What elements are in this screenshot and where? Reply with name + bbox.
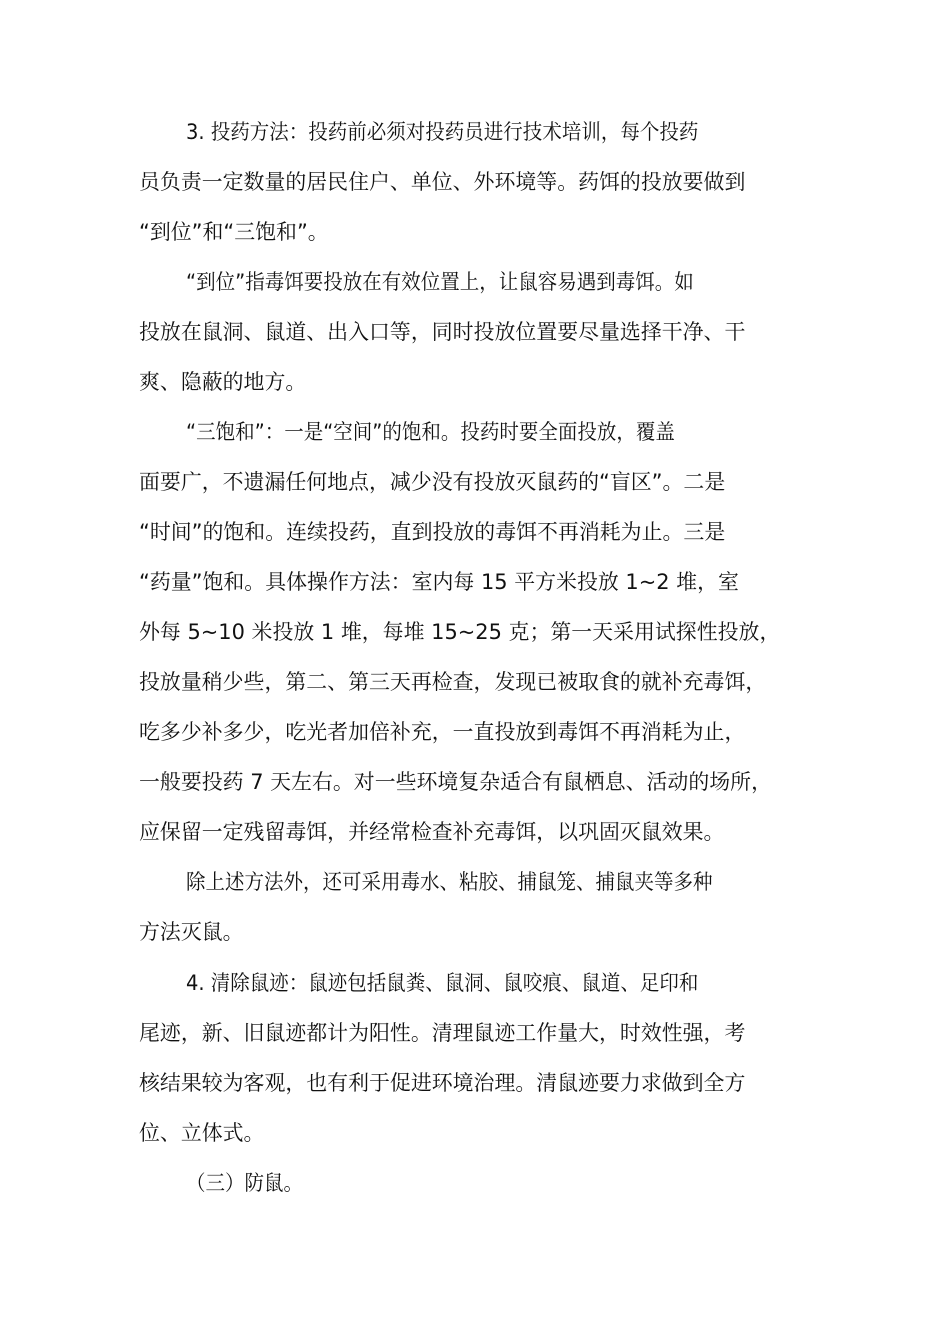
text-line: 爽、隐蔽的地方。: [139, 370, 307, 394]
text-line: “药量”饱和。具体操作方法：室内每 15 平方米投放 1~2 堆，室: [139, 570, 739, 594]
section-heading: （三）防鼠。: [186, 1171, 304, 1195]
text-line: 核结果较为客观，也有利于促进环境治理。清鼠迹要力求做到全方: [139, 1071, 746, 1095]
text-line: “到位”和“三饱和”。: [139, 220, 329, 244]
text-line: 尾迹，新、旧鼠迹都计为阳性。清理鼠迹工作量大，时效性强，考: [139, 1021, 746, 1045]
text-line: 投放在鼠洞、鼠道、出入口等，同时投放位置要尽量选择干净、干: [139, 320, 746, 344]
text-line: 方法灭鼠。: [139, 920, 244, 944]
text-line: 吃多少补多少，吃光者加倍补充，一直投放到毒饵不再消耗为止，: [139, 720, 746, 744]
text-line: “时间”的饱和。连续投药，直到投放的毒饵不再消耗为止。三是: [139, 520, 726, 544]
text-line: 外每 5~10 米投放 1 堆，每堆 15~25 克；第一天采用试探性投放，: [139, 620, 781, 644]
text-line: 除上述方法外，还可采用毒水、粘胶、捕鼠笼、捕鼠夹等多种: [186, 870, 713, 894]
text-line: “到位”指毒饵要投放在有效位置上，让鼠容易遇到毒饵。如: [186, 270, 694, 294]
text-line: 3. 投药方法：投药前必须对投药员进行技术培训，每个投药: [186, 120, 699, 144]
text-line: 员负责一定数量的居民住户、单位、外环境等。药饵的投放要做到: [139, 170, 746, 194]
text-line: 投放量稍少些，第二、第三天再检查，发现已被取食的就补充毒饵，: [139, 670, 767, 694]
text-line: 位、立体式。: [139, 1121, 265, 1145]
text-line: 4. 清除鼠迹：鼠迹包括鼠粪、鼠洞、鼠咬痕、鼠道、足印和: [186, 971, 699, 995]
text-line: 应保留一定残留毒饵，并经常检查补充毒饵，以巩固灭鼠效果。: [139, 820, 725, 844]
text-line: “三饱和”：一是“空间”的饱和。投药时要全面投放，覆盖: [186, 420, 675, 444]
text-line: 一般要投药 7 天左右。对一些环境复杂适合有鼠栖息、活动的场所，: [139, 770, 772, 794]
text-line: 面要广，不遗漏任何地点，减少没有投放灭鼠药的“盲区”。二是: [139, 470, 726, 494]
